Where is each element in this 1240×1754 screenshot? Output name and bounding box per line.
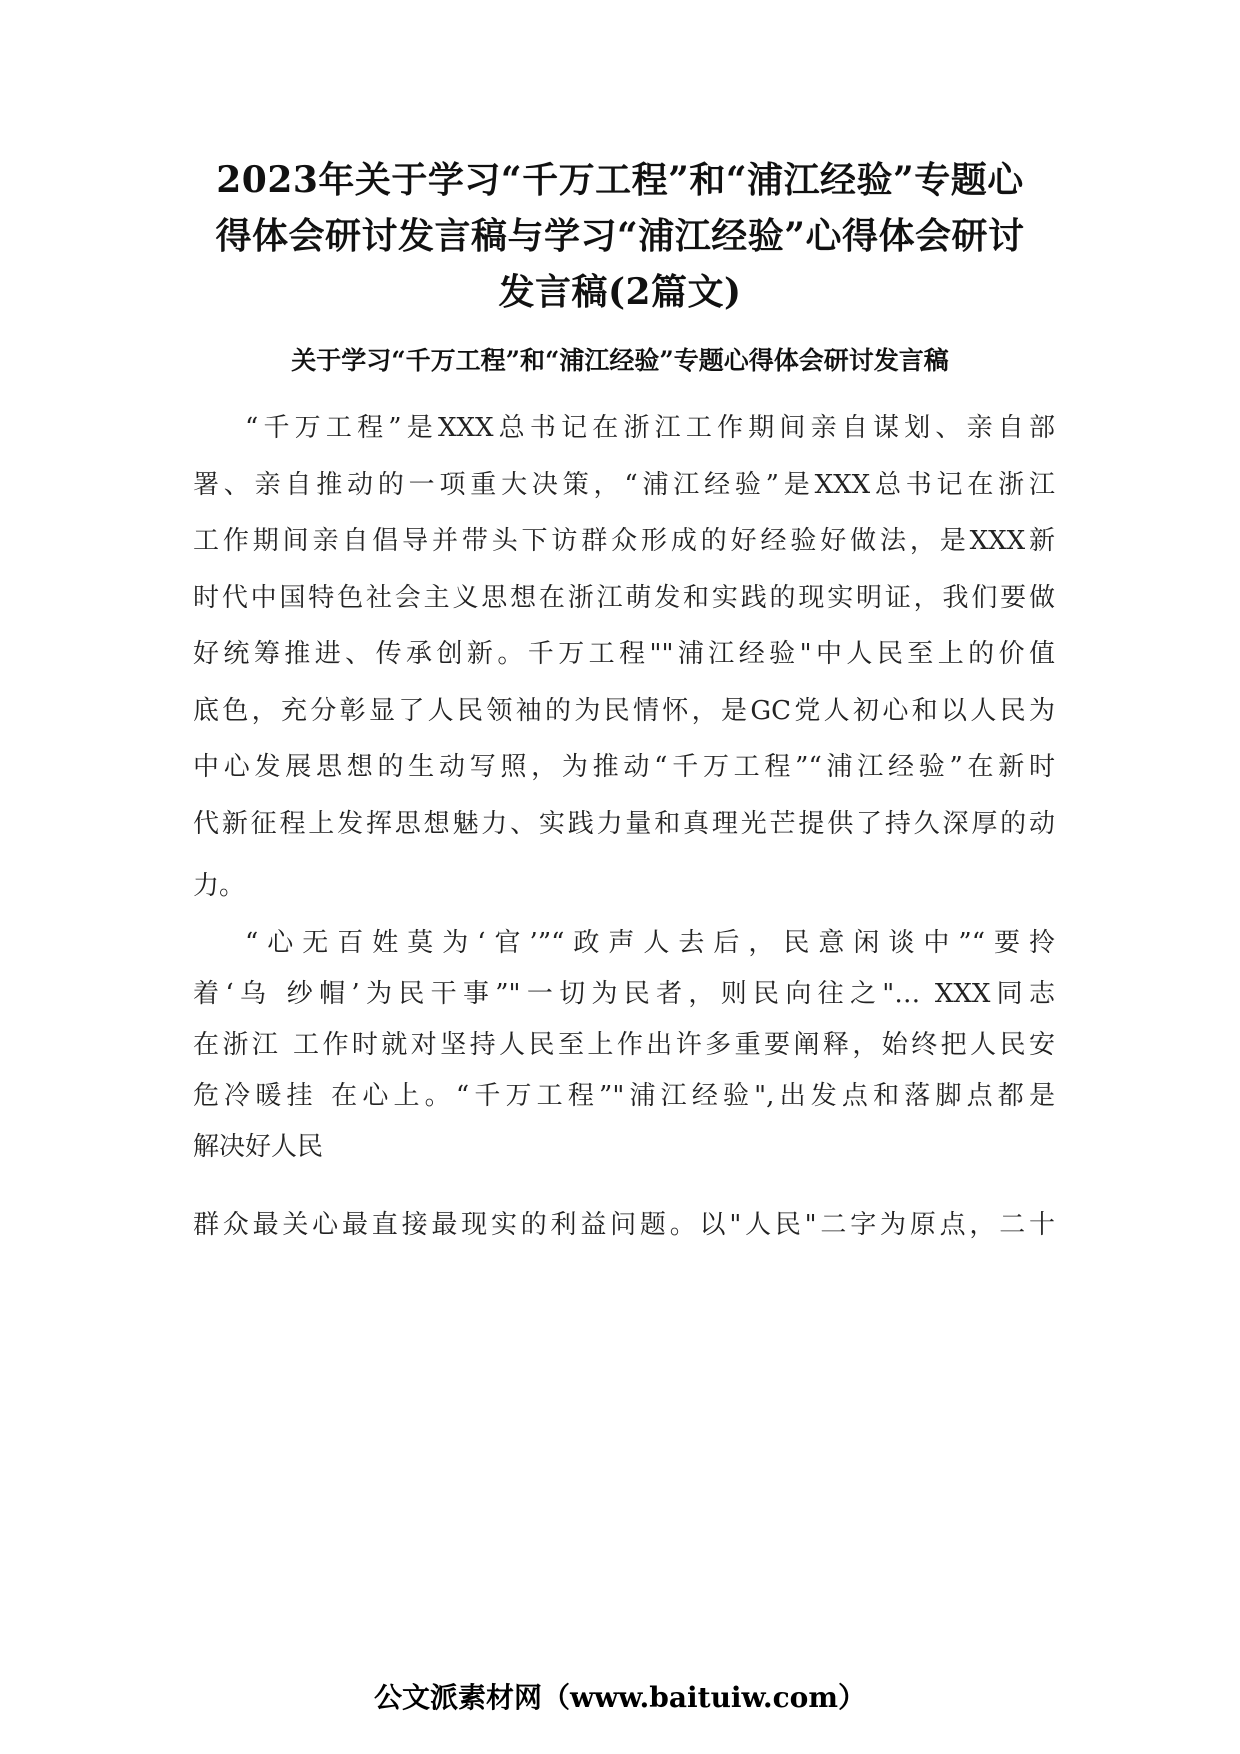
footer-watermark: 公文派素材网（www.baituiw.com）	[374, 1681, 866, 1714]
title-line: 2023年关于学习“千万工程”和“浦江经验”专题心	[216, 159, 1024, 201]
paragraph-line: 在浙江 工作时就对坚持人民至上作出许多重要阐释，始终把人民安	[193, 1030, 1055, 1060]
paragraph-line: 时代中国特色社会主义思想在浙江萌发和实践的现实明证，我们要做	[193, 582, 1055, 613]
paragraph-1	[193, 400, 1055, 915]
paragraph-line: “千万工程”是XXX总书记在浙江工作期间亲自谋划、亲自部	[245, 413, 1055, 443]
paragraph-line: 好统筹推进、传承创新。千万工程""浦江经验"中人民至上的价值	[193, 639, 1055, 669]
paragraph-line: 力。	[193, 871, 246, 901]
paragraph-line: 解决好人民	[193, 1132, 324, 1162]
paragraph-line: 工作期间亲自倡导并带头下访群众形成的好经验好做法，是XXX新	[193, 526, 1055, 556]
paragraph-3	[193, 1205, 1055, 1245]
paragraph-line: 着‘乌 纱帽’为民干事”"一切为民者，则民向往之"… XXX同志	[193, 979, 1055, 1009]
document-subtitle: 关于学习“千万工程”和“浦江经验”专题心得体会研讨发言稿	[291, 346, 949, 375]
paragraph-line: 危冷暖挂 在心上。“千万工程”"浦江经验",出发点和落脚点都是	[193, 1081, 1055, 1111]
paragraph-line: 底色，充分彰显了人民领袖的为民情怀，是GC党人初心和以人民为	[193, 695, 1055, 726]
paragraph-line: 代新征程上发挥思想魅力、实践力量和真理光芒提供了持久深厚的动	[193, 808, 1055, 839]
paragraph-line: 群众最关心最直接最现实的利益问题。以"人民"二字为原点，二十	[193, 1210, 1055, 1240]
document-title	[180, 152, 1060, 320]
paragraph-line: 中心发展思想的生动写照，为推动“千万工程”“浦江经验”在新时	[193, 752, 1055, 782]
paragraph-2	[193, 918, 1055, 1173]
title-line: 得体会研讨发言稿与学习“浦江经验”心得体会研讨	[215, 215, 1025, 257]
paragraph-line: “心无百姓莫为‘官’”“政声人去后，民意闲谈中”“要拎	[245, 928, 1055, 958]
paragraph-line: 署、亲自推动的一项重大决策，“浦江经验”是XXX总书记在浙江	[193, 469, 1055, 500]
title-line: 发言稿(2篇文)	[498, 271, 742, 313]
